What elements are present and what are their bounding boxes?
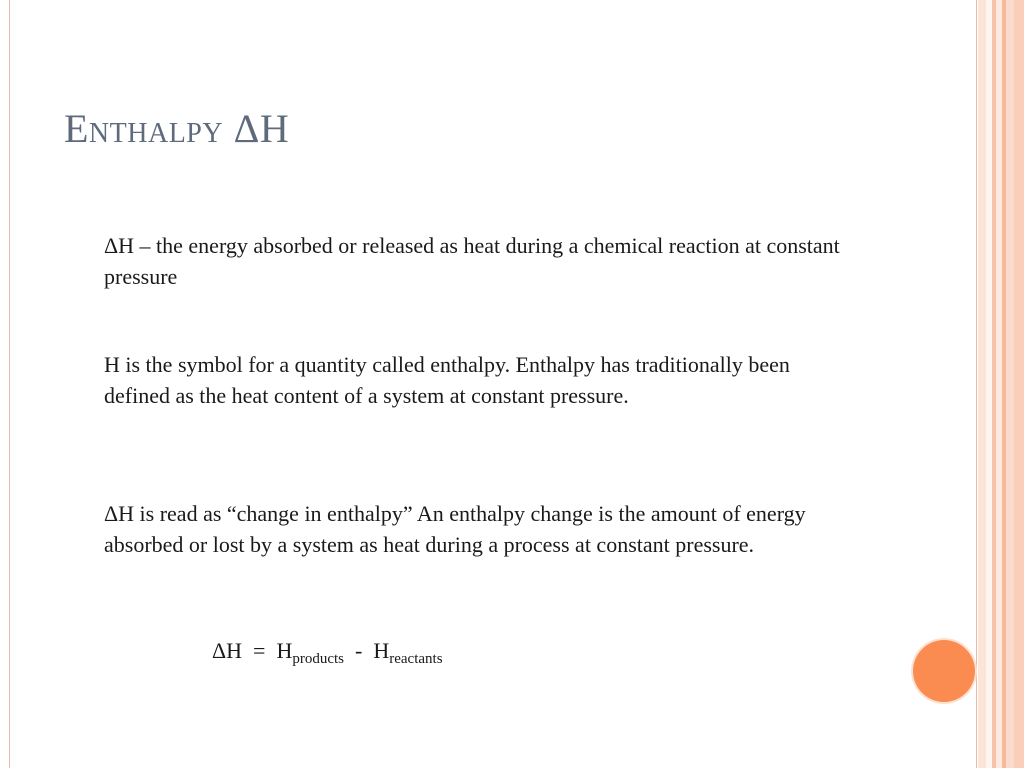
formula-sub-products: products xyxy=(292,651,345,667)
enthalpy-paragraph: H is the symbol for a quantity called enthalpy. Enthalpy has traditionally been defined as the heat content of a system at constant pressure. xyxy=(104,352,790,408)
stripe xyxy=(1014,0,1024,768)
change-paragraph: ΔH is read as “change in enthalpy” An enthalpy change is the amount of energy absorbed or lost by a system as heat during a process at constant pressure. xyxy=(104,501,806,557)
slide-title: Enthalpy ΔH xyxy=(64,106,290,151)
formula-mid: - H xyxy=(344,638,390,663)
accent-circle xyxy=(913,640,975,702)
formula-sub-reactants: reactants xyxy=(389,651,443,667)
formula-lhs: ΔH = H xyxy=(212,638,293,663)
stripe xyxy=(978,0,986,768)
stripe xyxy=(1006,0,1014,768)
enthalpy-formula xyxy=(212,638,443,668)
decorative-stripes xyxy=(978,0,1024,768)
definition-paragraph: ΔH – the energy absorbed or released as heat during a chemical reaction at constant pressure xyxy=(104,233,840,289)
